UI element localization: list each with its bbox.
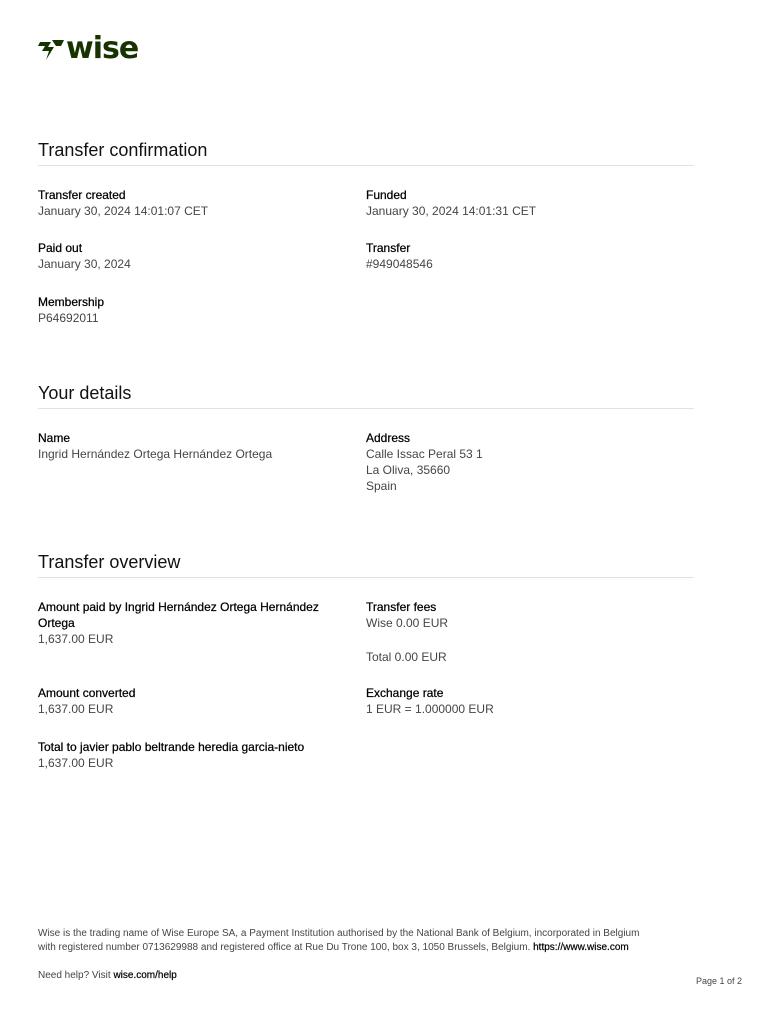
- footer-legal-line-2: with registered number 0713629988 and registered office at Rue Du Trone 100, box 3, 1050 Brussels, Belgium.: [38, 942, 531, 953]
- transfer-created-field: [38, 187, 358, 219]
- transfer-fees-field: [366, 599, 686, 665]
- footer-help-link[interactable]: wise.com/help: [113, 970, 177, 981]
- transfer-fees-label: Transfer fees: [366, 600, 437, 614]
- transfer-id-value: #949048546: [366, 257, 433, 271]
- amount-paid-label-line-1: Amount paid by Ingrid Hernández Ortega Hernández: [38, 600, 319, 614]
- membership-label: Membership: [38, 295, 105, 309]
- wise-flag-icon: [38, 36, 64, 62]
- membership-value: P64692011: [38, 311, 99, 325]
- section-title-your-details: Your details: [38, 383, 132, 403]
- transfer-fees-wise: Wise 0.00 EUR: [366, 616, 449, 630]
- address-line-2: La Oliva, 35660: [366, 463, 451, 477]
- address-field: [366, 430, 686, 494]
- wise-logo-text: wise: [66, 31, 139, 66]
- exchange-rate-label: Exchange rate: [366, 686, 444, 700]
- section-divider: [38, 577, 694, 578]
- name-value: Ingrid Hernández Ortega Hernández Ortega: [38, 447, 273, 461]
- transfer-id-field: [366, 240, 686, 272]
- footer-legal-line-1: Wise is the trading name of Wise Europe SA, a Payment Institution authorised by the National Bank of Belgium, incorporated in Belgium: [38, 928, 640, 939]
- page-number: Page 1 of 2: [695, 976, 742, 986]
- name-label: Name: [38, 431, 71, 445]
- address-line-1: Calle Issac Peral 53 1: [366, 447, 483, 461]
- amount-converted-label: Amount converted: [38, 686, 136, 700]
- amount-paid-label-line-2: Ortega: [38, 616, 75, 630]
- address-label: Address: [366, 431, 411, 445]
- footer-help-prefix: Need help? Visit: [38, 970, 111, 981]
- section-title-transfer-overview: Transfer overview: [38, 552, 181, 572]
- amount-converted-value: 1,637.00 EUR: [38, 702, 114, 716]
- section-divider: [38, 408, 694, 409]
- transfer-created-value: January 30, 2024 14:01:07 CET: [38, 204, 209, 218]
- amount-converted-field: [38, 685, 358, 717]
- footer-help: [38, 969, 177, 983]
- transfer-id-label: Transfer: [366, 241, 411, 255]
- transfer-created-label: Transfer created: [38, 188, 126, 202]
- section-title-transfer-confirmation: Transfer confirmation: [38, 140, 208, 160]
- amount-paid-value: 1,637.00 EUR: [38, 632, 114, 646]
- total-to-recipient-value: 1,637.00 EUR: [38, 756, 114, 770]
- total-to-recipient-field: [38, 739, 398, 771]
- footer-website-link[interactable]: https://www.wise.com: [533, 942, 629, 953]
- funded-label: Funded: [366, 188, 407, 202]
- amount-paid-field: [38, 599, 358, 647]
- membership-field: [38, 294, 358, 326]
- footer-legal-text: [38, 927, 718, 955]
- funded-value: January 30, 2024 14:01:31 CET: [366, 204, 537, 218]
- section-divider: [38, 165, 694, 166]
- transfer-fees-total: Total 0.00 EUR: [366, 650, 447, 664]
- paid-out-field: [38, 240, 358, 272]
- exchange-rate-field: [366, 685, 686, 717]
- exchange-rate-value: 1 EUR = 1.000000 EUR: [366, 702, 494, 716]
- wise-logo: [38, 31, 139, 66]
- total-to-recipient-label: Total to javier pablo beltrande heredia garcia-nieto: [38, 740, 305, 754]
- paid-out-value: January 30, 2024: [38, 257, 131, 271]
- address-line-3: Spain: [366, 479, 397, 493]
- paid-out-label: Paid out: [38, 241, 83, 255]
- funded-field: [366, 187, 686, 219]
- name-field: [38, 430, 358, 462]
